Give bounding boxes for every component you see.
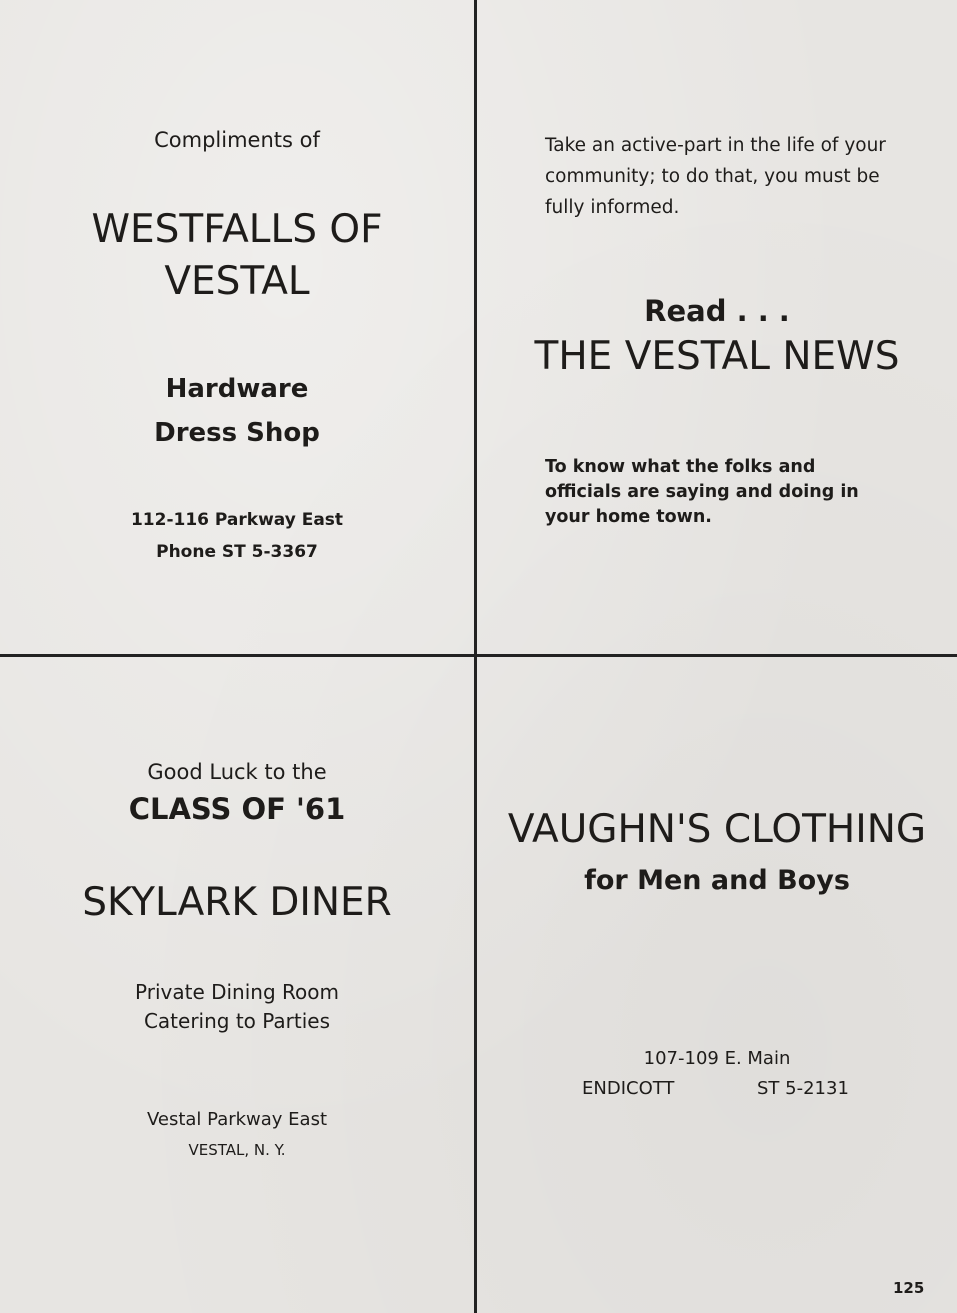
vaughns-subtitle: for Men and Boys [584,865,850,896]
vestal-news-intro: Take an active-part in the life of your community; to do that, you must be fully informed. [545,135,886,218]
westfalls-name [0,204,474,308]
vaughns-name: VAUGHN'S CLOTHING [507,807,927,852]
page-number: 125 [893,1279,925,1297]
vaughns-phone: ST 5-2131 [757,1078,849,1099]
vestal-news-read: Read . . . [644,294,790,328]
vestal-news-body: To know what the folks and officials are saying and doing in your home town. [545,457,859,527]
westfalls-dept-hardware: Hardware [165,374,309,404]
skylark-service-catering: Catering to Parties [143,1009,331,1033]
skylark-service-dining: Private Dining Room [135,980,339,1004]
westfalls-phone: Phone ST 5-3367 [156,542,318,562]
westfalls-name-line2: VESTAL [164,259,310,304]
westfalls-address: 112-116 Parkway East [130,510,344,530]
horizontal-divider [0,654,957,657]
skylark-class: CLASS OF '61 [128,792,346,826]
westfalls-name-line1: WESTFALLS OF [91,207,383,252]
skylark-address-city: VESTAL, N. Y. [188,1141,286,1159]
westfalls-dept-dress-shop: Dress Shop [154,418,320,448]
skylark-address-street: Vestal Parkway East [146,1109,328,1130]
westfalls-compliments: Compliments of [154,128,320,152]
vaughns-city: ENDICOTT [582,1078,675,1099]
skylark-good-luck: Good Luck to the [147,760,327,784]
vestal-news-title: THE VESTAL NEWS [534,334,900,379]
skylark-name: SKYLARK DINER [82,880,392,925]
vaughns-address: 107-109 E. Main [643,1048,791,1069]
